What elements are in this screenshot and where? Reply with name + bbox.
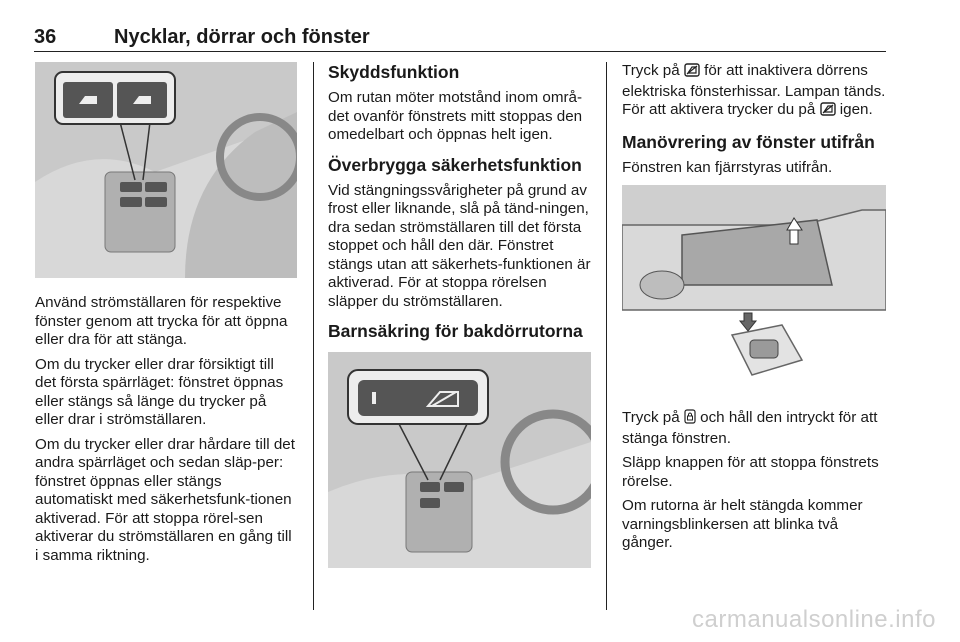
paragraph: Släpp knappen för att stoppa fönstrets rörelse. — [622, 454, 879, 490]
paragraph: Om du trycker eller drar hårdare till det andra spärrläget och sedan släp-per: fönstret öppnas eller stängs automatiskt med säkerhetsfunk-tionen aktiverad. För att stoppa rörel-sen aktiverar du strömställaren en gång till i samma riktning. — [35, 435, 295, 564]
section-heading: Barnsäkring för bakdörrutorna — [328, 321, 583, 341]
section-heading: Skyddsfunktion — [328, 62, 460, 82]
window-lock-icon — [684, 63, 700, 83]
column-divider-2 — [606, 62, 607, 610]
paragraph: Om rutan möter motstånd inom områ-det ovanför fönstrets mitt stoppas den omedelbart och öppnas helt igen. — [328, 89, 583, 143]
column-3 — [622, 62, 886, 559]
paragraph: Använd strömställaren för respektive fönster genom att trycka för att öppna eller dra för att stänga. — [35, 294, 288, 348]
text: och håll den intryckt för att stänga fönstren. — [622, 409, 878, 447]
paragraph: Fönstren kan fjärrstyras utifrån. — [622, 158, 833, 176]
paragraph: Om rutorna är helt stängda kommer varningsblinkersen att blinka två gånger. — [622, 497, 863, 551]
header-rule — [34, 51, 886, 52]
text: för att inaktivera dörrens elektriska fönsterhissar. Lampan tänds. För att aktivera trycker du på — [622, 62, 886, 118]
paragraph: Vid stängningssvårigheter på grund av frost eller liknande, slå på tänd-ningen, dra sedan strömställaren till det första stoppet och håll den där. Fönstret stängs utan att säkerhets-funktionen är aktiverad. För at stoppa rörelsen släpper du strömställaren. — [328, 181, 591, 310]
text: igen. — [839, 101, 873, 118]
column-1 — [35, 62, 297, 571]
window-lock-icon — [820, 102, 836, 122]
section-heading: Överbrygga säkerhetsfunktion — [328, 154, 582, 175]
page-header — [34, 26, 886, 52]
remote-window-illustration — [622, 185, 886, 395]
key-lock-icon — [684, 409, 696, 430]
column-divider-1 — [313, 62, 314, 610]
window-switch-illustration — [35, 62, 297, 278]
page-number: 36 — [34, 26, 57, 48]
text: Tryck på — [622, 409, 680, 426]
column-2 — [328, 62, 591, 568]
section-heading: Manövrering av fönster utifrån — [622, 131, 875, 152]
page-title: Nycklar, dörrar och fönster — [114, 26, 370, 48]
text: Tryck på — [622, 62, 680, 79]
footer-watermark: carmanualsonline.info — [692, 606, 936, 633]
child-lock-illustration — [328, 352, 591, 568]
paragraph: Om du trycker eller drar försiktigt till det första spärrläget: fönstret öppnas eller stängs så länge du trycker på eller drar i strömställaren. — [35, 355, 284, 428]
